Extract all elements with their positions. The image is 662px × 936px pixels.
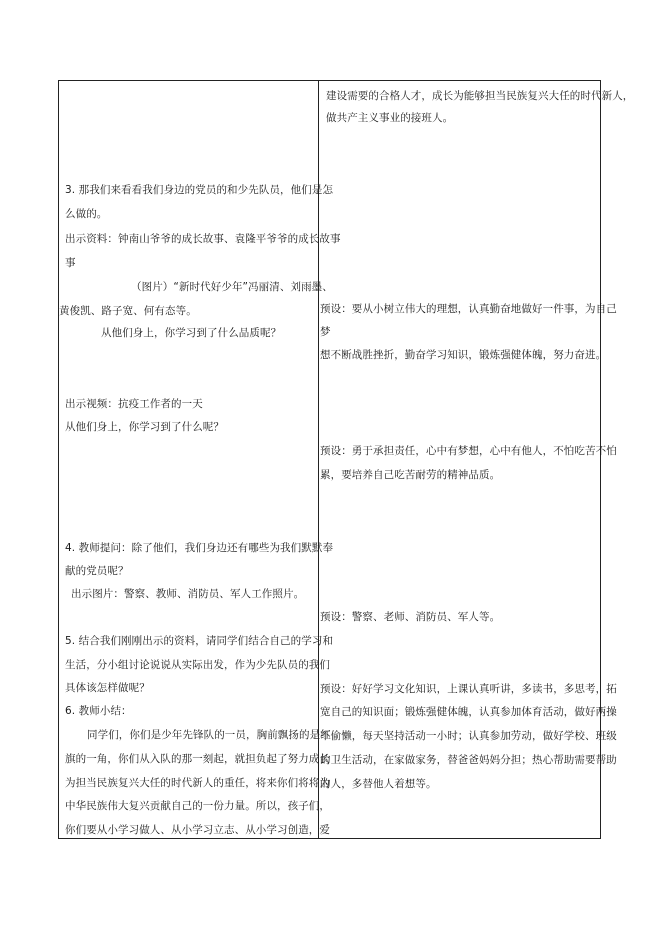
right-line: 预设：好好学习文化知识，上课认真听讲，多读书，多思考，拓	[320, 683, 617, 695]
right-line: 预设：警察、老师、消防员、军人等。	[320, 611, 501, 623]
right-line: 想不断战胜挫折，勤奋学习知识，锻炼强健体魄，努力奋进。	[320, 349, 607, 361]
right-line: 的卫生活动，在家做家务，替爸爸妈妈分担；热心帮助需要帮助	[320, 754, 617, 766]
left-line: 献的党员呢？	[65, 565, 129, 577]
left-line: 4. 教师提问：除了他们，我们身边还有哪些为我们默默奉	[65, 542, 334, 554]
left-line: 3. 那我们来看看我们身边的党员的和少先队员，他们是怎	[65, 184, 334, 196]
right-line: 建设需要的合格人才，成长为能够担当民族复兴大任的时代新人，	[326, 90, 634, 102]
right-line: 不偷懒，每天坚持活动一小时；认真参加劳动，做好学校、班级	[320, 730, 617, 742]
left-line: 为担当民族复兴大任的时代新人的重任，将来你们将将为	[65, 777, 330, 789]
left-line: 旗的一角，你们从入队的那一刻起，就担负起了努力成长	[65, 753, 330, 765]
left-line: 出示图片：警察、教师、消防员、军人工作照片。	[71, 588, 305, 600]
right-line: 宽自己的知识面；锻炼强健体魄，认真参加体育活动，做好两操	[320, 706, 617, 718]
left-line: 中华民族伟大复兴贡献自己的一份力量。所以，孩子们，	[65, 800, 330, 812]
left-line: 黄俊凯、路子宽、何有态等。	[59, 305, 197, 317]
left-line: 具体该怎样做呢？	[65, 682, 150, 694]
left-line: 出示视频：抗疫工作者的一天	[65, 398, 203, 410]
left-line: 么做的。	[65, 208, 108, 220]
right-line: 梦	[320, 326, 331, 338]
right-line: 累，要培养自己吃苦耐劳的精神品质。	[320, 469, 501, 481]
left-line: 6. 教师小结：	[65, 705, 132, 717]
left-line: 生活，分小组讨论说说从实际出发，作为少先队员的我们	[65, 659, 330, 671]
left-line: 出示资料：钟南山爷爷的成长故事、袁隆平爷爷的成长故事	[65, 233, 341, 245]
right-line: 预设：勇于承担责任，心中有梦想，心中有他人，不怕吃苦不怕	[320, 445, 617, 457]
right-line: 做共产主义事业的接班人。	[326, 112, 454, 124]
left-line: 从他们身上，你学习到了什么品质呢？	[101, 327, 282, 339]
left-line: （图片）“新时代好少年”冯丽清、刘雨墨、	[131, 281, 333, 293]
left-line: 5. 结合我们刚刚出示的资料，请同学们结合自己的学习和	[65, 635, 334, 647]
left-line: 同学们，你们是少年先锋队的一员，胸前飘扬的是红	[87, 729, 331, 741]
left-line: 你们要从小学习做人、从小学习立志、从小学习创造，爱	[65, 824, 330, 836]
left-line: 从他们身上，你学习到了什么呢？	[65, 421, 224, 433]
right-line: 的人，多替他人着想等。	[320, 778, 437, 790]
left-line: 事	[65, 257, 76, 269]
right-line: 预设：要从小树立伟大的理想，认真勤奋地做好一件事，为自己	[320, 303, 617, 315]
